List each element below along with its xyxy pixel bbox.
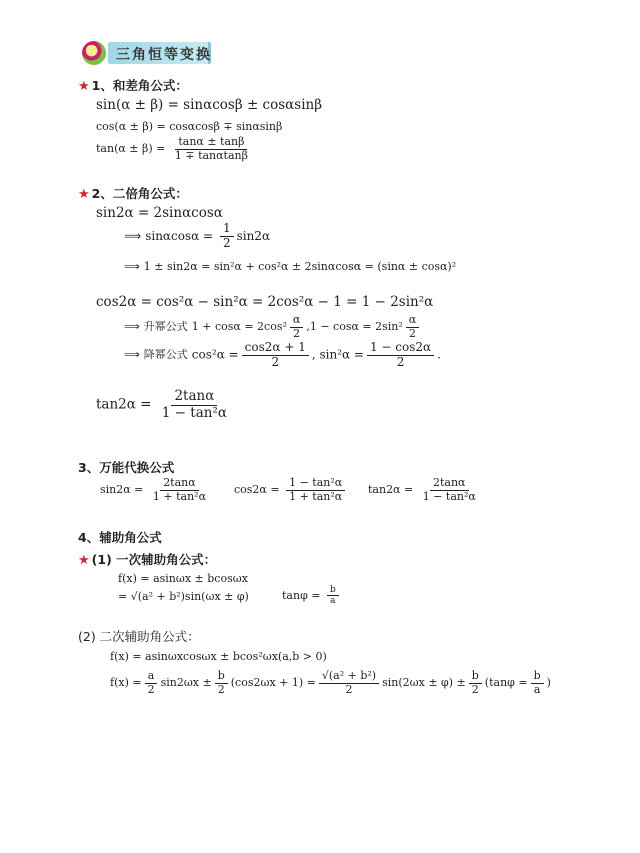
fraction-denominator: 2 [147, 682, 155, 696]
fraction-denominator: 1 ∓ tanαtanβ [174, 148, 248, 162]
formula-sincos-half [124, 222, 270, 251]
fraction [327, 585, 339, 607]
fraction-numerator: b [327, 585, 339, 596]
fraction [319, 670, 379, 696]
fraction-denominator: 1 + tan²α [289, 489, 343, 503]
fraction-denominator: 1 − tan²α [161, 404, 227, 421]
section-2-heading-text: 2、二倍角公式： [91, 186, 188, 201]
implies-arrow-icon: ⟹ [124, 260, 140, 273]
formula-part: ,1 − cosα = 2sin² [306, 320, 403, 334]
formula-part: f(x) = [110, 676, 142, 690]
formula-period: . [437, 347, 441, 362]
formula-lhs: tan2α = [368, 483, 414, 497]
fraction-denominator: 1 − tan²α [422, 489, 476, 503]
fraction [290, 314, 303, 340]
section-title: 三角恒等变换 [116, 47, 212, 63]
fraction [172, 136, 251, 162]
formula-lhs: sinαcosα = [145, 228, 214, 243]
formula-double-sin: sin2α = 2sinαcosα [96, 205, 223, 221]
fraction [145, 670, 158, 696]
bullet-orb-icon [82, 41, 106, 65]
fraction-numerator: b [215, 670, 228, 684]
formula-linear-aux-tan [282, 585, 342, 607]
fraction-numerator: 1 − cos2α [367, 341, 434, 356]
formula-linear-aux-2: = √(a² + b²)sin(ωx ± φ) [118, 590, 249, 603]
fraction-numerator: b [469, 670, 482, 684]
formula-part: , sin²α = [311, 347, 364, 362]
fraction-denominator: 2 [409, 326, 416, 340]
star-icon: ★ [78, 553, 90, 568]
fraction-denominator: 2 [222, 235, 231, 250]
implies-arrow-icon: ⟹ [124, 320, 140, 334]
implies-arrow-icon: ⟹ [124, 348, 140, 362]
formula-lhs: tanφ = [282, 588, 321, 602]
formula-double-tan [96, 389, 233, 421]
formula-universal-sin [100, 477, 212, 503]
fraction [406, 314, 419, 340]
implies-arrow-icon: ⟹ [124, 228, 142, 243]
formula-part: 1 + cosα = 2cos² [191, 320, 287, 334]
fraction [469, 670, 482, 696]
formula-label: 升幂公式 [143, 320, 188, 334]
formula-part: (tanφ = [484, 676, 528, 690]
fraction [150, 477, 209, 503]
star-icon: ★ [78, 79, 90, 94]
fraction-numerator: a [145, 670, 158, 684]
fraction-denominator: 2 [471, 682, 479, 696]
formula-label: 降幂公式 [143, 348, 188, 362]
fraction-denominator: 2 [293, 326, 301, 340]
fraction [215, 670, 228, 696]
section-3-heading: 3、万能代换公式 [78, 460, 175, 475]
subsection-linear-aux-heading [78, 550, 216, 568]
star-icon: ★ [78, 187, 90, 202]
fraction-numerator: 1 [220, 222, 234, 237]
formula-lhs: cos2α = [234, 483, 280, 497]
formula-one-plus-sin2a [124, 260, 456, 273]
section-1-heading [78, 76, 188, 94]
formula-double-cos: cos2α = cos²α − sin²α = 2cos²α − 1 = 1 − 2sin²α [96, 294, 434, 310]
formula-part: cos²α = [191, 347, 239, 362]
formula-universal-tan [368, 477, 482, 503]
fraction-denominator: 2 [345, 682, 353, 696]
fraction-denominator: a [533, 682, 541, 696]
formula-sum-cos: cos(α ± β) = cosαcosβ ∓ sinαsinβ [96, 120, 283, 133]
subsection-heading-text: (1) 一次辅助角公式： [91, 552, 217, 567]
formula-linear-aux-1: f(x) = asinωx ± bcosωx [118, 572, 248, 585]
formula-lhs: sin2α = [100, 483, 144, 497]
fraction-numerator: cos2α + 1 [242, 341, 309, 356]
section-4-heading: 4、辅助角公式 [78, 530, 162, 545]
fraction-denominator: 1 + tan²α [152, 489, 206, 503]
formula-quadratic-aux-1: f(x) = asinωxcosωx ± bcos²ωx(a,b > 0) [110, 650, 327, 663]
fraction [286, 477, 345, 503]
section-2-heading [78, 184, 188, 202]
subsection-quadratic-aux-heading: (2) 二次辅助角公式： [78, 629, 200, 644]
fraction-numerator: α [406, 314, 419, 328]
fraction-numerator: 1 − tan²α [286, 477, 345, 491]
formula-quadratic-aux-2 [110, 670, 551, 696]
formula-universal-cos [234, 477, 348, 503]
fraction-numerator: √(a² + b²) [319, 670, 379, 684]
formula-part: sin2ωx ± [160, 676, 212, 690]
formula-lower-power [124, 341, 441, 370]
formula-rhs: sin2α [236, 228, 271, 243]
fraction [242, 341, 309, 370]
fraction-numerator: 2tanα [430, 477, 469, 491]
formula-sum-tan [96, 136, 254, 162]
fraction-numerator: 2tanα [160, 477, 199, 491]
fraction [220, 222, 234, 251]
formula-body: 1 ± sin2α = sin²α + cos²α ± 2sinαcosα = (sinα ± cosα)² [143, 260, 457, 273]
fraction-numerator: α [290, 314, 303, 328]
formula-part: (cos2ωx + 1) = [230, 676, 316, 690]
formula-raise-power [124, 314, 422, 340]
fraction-denominator: 2 [217, 682, 225, 696]
fraction-numerator: b [531, 670, 544, 684]
formula-part: ) [546, 676, 551, 690]
fraction [420, 477, 479, 503]
formula-part: sin(2ωx ± φ) ± [382, 676, 466, 690]
fraction-denominator: a [330, 596, 336, 607]
formula-lhs: tan(α ± β) = [96, 142, 166, 156]
formula-lhs: tan2α = [96, 396, 152, 413]
formula-sum-sin: sin(α ± β) = sinαcosβ ± cosαsinβ [96, 97, 323, 113]
fraction-numerator: tanα ± tanβ [175, 136, 247, 150]
fraction [531, 670, 544, 696]
fraction-numerator: 2tanα [171, 389, 217, 406]
fraction [367, 341, 434, 370]
section-1-heading-text: 1、和差角公式： [91, 78, 188, 93]
fraction-denominator: 2 [396, 354, 405, 369]
fraction-denominator: 2 [271, 354, 280, 369]
fraction [159, 389, 230, 421]
